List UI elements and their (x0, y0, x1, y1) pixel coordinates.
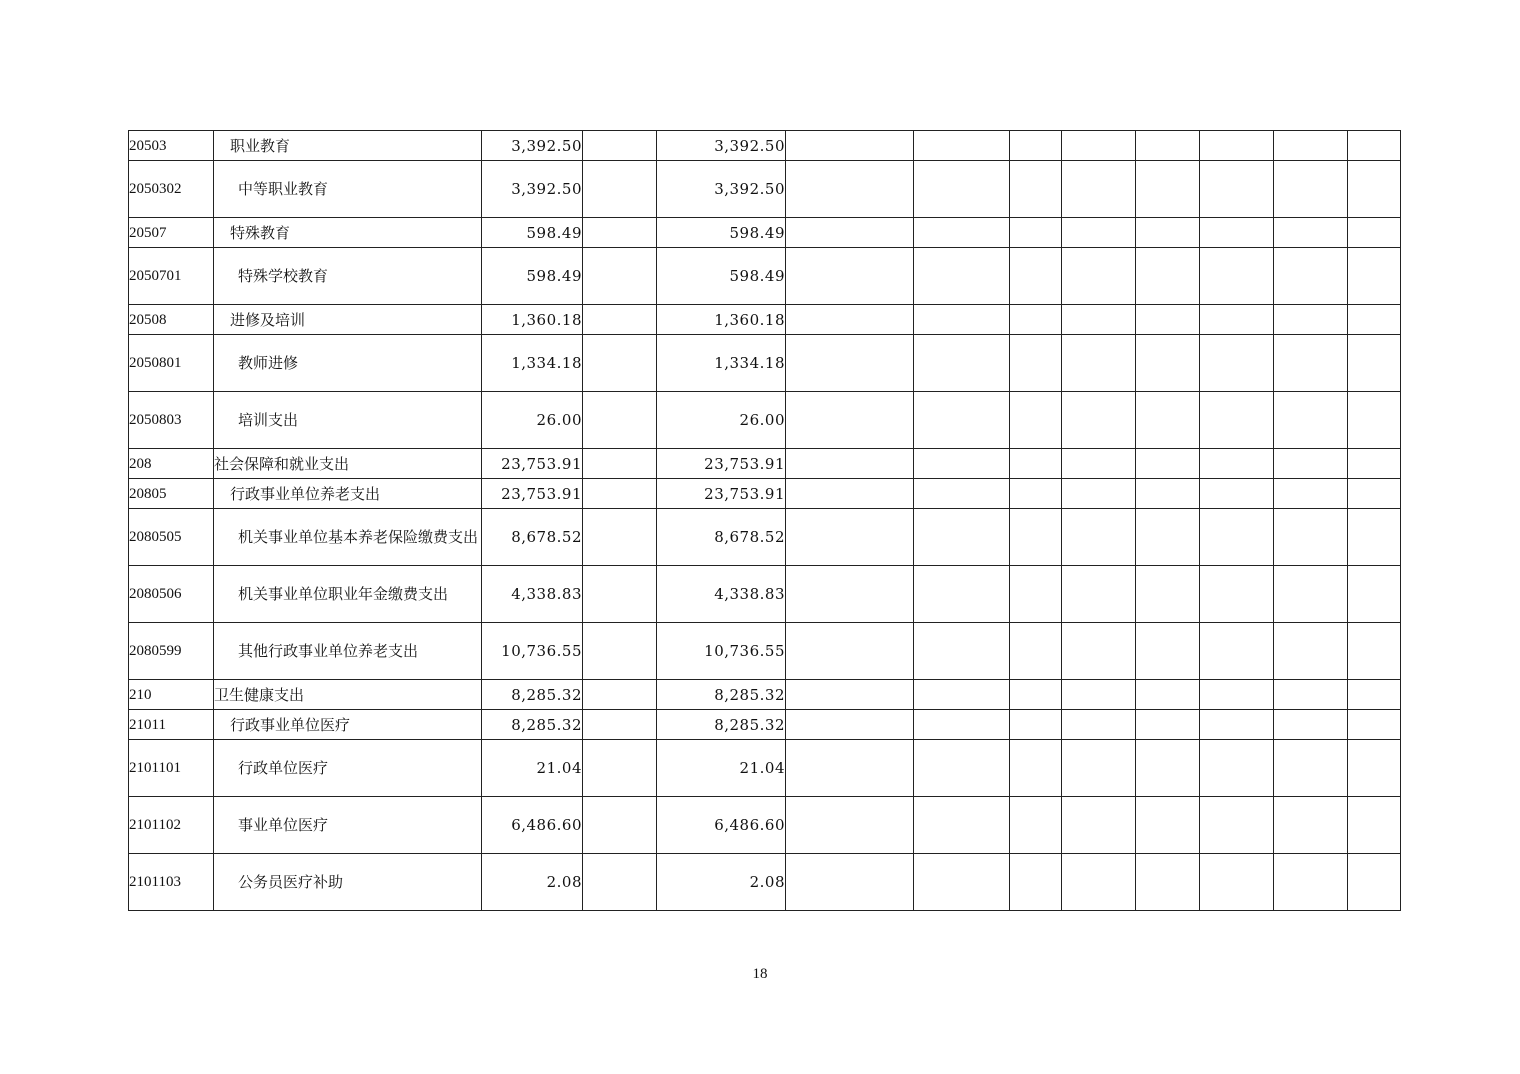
row-empty-cell (1200, 623, 1274, 680)
row-name-text: 行政事业单位医疗 (230, 715, 351, 734)
row-empty-cell (1136, 131, 1200, 161)
row-empty-cell (914, 161, 1010, 218)
row-empty-cell (583, 740, 657, 797)
row-empty-cell (1062, 248, 1136, 305)
row-empty-cell (1274, 131, 1348, 161)
row-total: 4,338.83 (482, 566, 583, 623)
row-empty-cell (1062, 218, 1136, 248)
row-total: 8,285.32 (482, 680, 583, 710)
row-name (214, 509, 482, 566)
row-empty-cell (1348, 449, 1401, 479)
table-row (129, 449, 1401, 479)
row-empty-cell (1010, 740, 1062, 797)
row-name (214, 479, 482, 509)
row-empty-cell (786, 797, 914, 854)
row-empty-cell (914, 392, 1010, 449)
row-amount: 1,334.18 (657, 335, 786, 392)
row-code: 2050801 (129, 335, 214, 392)
row-empty-cell (1010, 449, 1062, 479)
row-empty-cell (914, 566, 1010, 623)
row-total: 21.04 (482, 740, 583, 797)
row-empty-cell (1062, 392, 1136, 449)
row-empty-cell (1200, 305, 1274, 335)
row-empty-cell (1010, 131, 1062, 161)
row-name (214, 680, 482, 710)
row-empty-cell (1010, 623, 1062, 680)
row-empty-cell (914, 218, 1010, 248)
table-row (129, 680, 1401, 710)
row-name-text: 机关事业单位职业年金缴费支出 (238, 585, 449, 603)
row-empty-cell (1274, 509, 1348, 566)
row-empty-cell (1062, 680, 1136, 710)
row-empty-cell (1274, 161, 1348, 218)
row-empty-cell (1274, 479, 1348, 509)
table-row (129, 161, 1401, 218)
row-empty-cell (786, 566, 914, 623)
row-empty-cell (914, 680, 1010, 710)
row-total: 3,392.50 (482, 161, 583, 218)
row-empty-cell (1274, 854, 1348, 911)
row-empty-cell (583, 509, 657, 566)
row-empty-cell (1348, 509, 1401, 566)
row-empty-cell (1136, 710, 1200, 740)
table-row (129, 566, 1401, 623)
row-empty-cell (1274, 305, 1348, 335)
row-amount: 10,736.55 (657, 623, 786, 680)
row-empty-cell (1136, 566, 1200, 623)
row-empty-cell (1010, 248, 1062, 305)
row-empty-cell (1348, 797, 1401, 854)
row-name (214, 131, 482, 161)
row-empty-cell (1274, 740, 1348, 797)
row-total: 6,486.60 (482, 797, 583, 854)
row-empty-cell (1348, 479, 1401, 509)
row-total: 8,678.52 (482, 509, 583, 566)
row-empty-cell (1200, 509, 1274, 566)
row-name-text: 公务员医疗补助 (238, 873, 344, 891)
row-empty-cell (1200, 218, 1274, 248)
row-amount: 23,753.91 (657, 449, 786, 479)
row-amount: 2.08 (657, 854, 786, 911)
row-empty-cell (1062, 449, 1136, 479)
row-empty-cell (583, 680, 657, 710)
row-empty-cell (1136, 449, 1200, 479)
row-name (214, 248, 482, 305)
row-empty-cell (1136, 335, 1200, 392)
row-empty-cell (1010, 854, 1062, 911)
row-amount: 8,678.52 (657, 509, 786, 566)
row-amount: 1,360.18 (657, 305, 786, 335)
row-total: 10,736.55 (482, 623, 583, 680)
row-empty-cell (1200, 797, 1274, 854)
row-empty-cell (1136, 509, 1200, 566)
row-amount: 23,753.91 (657, 479, 786, 509)
row-name-text: 机关事业单位基本养老保险缴费支出 (238, 528, 479, 546)
row-name (214, 161, 482, 218)
row-empty-cell (1274, 218, 1348, 248)
row-empty-cell (583, 710, 657, 740)
row-name (214, 854, 482, 911)
row-empty-cell (1010, 710, 1062, 740)
row-empty-cell (786, 218, 914, 248)
row-code: 20507 (129, 218, 214, 248)
row-code: 210 (129, 680, 214, 710)
row-empty-cell (1062, 623, 1136, 680)
row-empty-cell (1062, 710, 1136, 740)
row-empty-cell (1136, 392, 1200, 449)
row-empty-cell (1200, 335, 1274, 392)
row-total: 598.49 (482, 218, 583, 248)
row-name (214, 740, 482, 797)
row-empty-cell (583, 161, 657, 218)
row-name-text: 事业单位医疗 (238, 816, 329, 834)
row-name (214, 449, 482, 479)
table-row (129, 248, 1401, 305)
row-empty-cell (1010, 305, 1062, 335)
row-empty-cell (1348, 854, 1401, 911)
row-empty-cell (1348, 392, 1401, 449)
row-empty-cell (1274, 680, 1348, 710)
row-total: 26.00 (482, 392, 583, 449)
row-empty-cell (786, 854, 914, 911)
page-number: 18 (752, 966, 768, 982)
row-empty-cell (1136, 248, 1200, 305)
row-amount: 4,338.83 (657, 566, 786, 623)
row-empty-cell (1274, 623, 1348, 680)
row-empty-cell (1062, 161, 1136, 218)
row-code: 20508 (129, 305, 214, 335)
table-body (129, 131, 1401, 911)
row-empty-cell (1136, 305, 1200, 335)
row-empty-cell (1136, 623, 1200, 680)
row-empty-cell (786, 449, 914, 479)
row-empty-cell (1062, 305, 1136, 335)
table-row (129, 797, 1401, 854)
row-code: 2080505 (129, 509, 214, 566)
row-empty-cell (914, 710, 1010, 740)
row-empty-cell (914, 740, 1010, 797)
row-empty-cell (786, 305, 914, 335)
row-empty-cell (1010, 161, 1062, 218)
row-empty-cell (583, 218, 657, 248)
row-empty-cell (1200, 710, 1274, 740)
table-row (129, 710, 1401, 740)
table-row (129, 509, 1401, 566)
row-empty-cell (1010, 509, 1062, 566)
row-name (214, 305, 482, 335)
row-empty-cell (1010, 218, 1062, 248)
row-total: 598.49 (482, 248, 583, 305)
row-empty-cell (1062, 479, 1136, 509)
row-empty-cell (1200, 479, 1274, 509)
row-empty-cell (914, 335, 1010, 392)
row-empty-cell (583, 797, 657, 854)
row-empty-cell (1062, 854, 1136, 911)
row-empty-cell (1348, 305, 1401, 335)
row-empty-cell (1200, 740, 1274, 797)
row-code: 208 (129, 449, 214, 479)
row-empty-cell (1274, 797, 1348, 854)
row-empty-cell (1062, 797, 1136, 854)
row-empty-cell (786, 161, 914, 218)
row-empty-cell (1062, 566, 1136, 623)
row-empty-cell (1200, 566, 1274, 623)
row-name (214, 335, 482, 392)
row-empty-cell (1136, 161, 1200, 218)
row-empty-cell (583, 854, 657, 911)
row-amount: 26.00 (657, 392, 786, 449)
row-empty-cell (1200, 248, 1274, 305)
row-empty-cell (583, 248, 657, 305)
row-empty-cell (1348, 566, 1401, 623)
row-empty-cell (1062, 131, 1136, 161)
row-amount: 8,285.32 (657, 710, 786, 740)
table-row (129, 392, 1401, 449)
row-empty-cell (1348, 740, 1401, 797)
row-amount: 8,285.32 (657, 680, 786, 710)
row-name-text: 卫生健康支出 (214, 685, 305, 704)
row-name (214, 392, 482, 449)
row-empty-cell (583, 449, 657, 479)
row-empty-cell (583, 392, 657, 449)
row-empty-cell (786, 710, 914, 740)
row-total: 1,360.18 (482, 305, 583, 335)
row-empty-cell (1274, 248, 1348, 305)
row-code: 2050803 (129, 392, 214, 449)
row-name-text: 其他行政事业单位养老支出 (238, 642, 419, 660)
row-empty-cell (786, 623, 914, 680)
row-empty-cell (1010, 797, 1062, 854)
row-empty-cell (786, 248, 914, 305)
row-code: 2101103 (129, 854, 214, 911)
row-total: 23,753.91 (482, 479, 583, 509)
row-amount: 3,392.50 (657, 161, 786, 218)
row-empty-cell (1274, 392, 1348, 449)
row-empty-cell (914, 623, 1010, 680)
row-name-text: 社会保障和就业支出 (214, 454, 350, 473)
table-row (129, 335, 1401, 392)
row-empty-cell (1010, 335, 1062, 392)
row-empty-cell (1274, 449, 1348, 479)
row-empty-cell (1010, 566, 1062, 623)
row-empty-cell (1136, 797, 1200, 854)
row-empty-cell (583, 623, 657, 680)
row-code: 2101101 (129, 740, 214, 797)
row-empty-cell (1348, 218, 1401, 248)
row-name (214, 566, 482, 623)
row-empty-cell (583, 566, 657, 623)
row-empty-cell (1200, 392, 1274, 449)
row-empty-cell (914, 248, 1010, 305)
row-name (214, 797, 482, 854)
table-row (129, 479, 1401, 509)
row-total: 1,334.18 (482, 335, 583, 392)
row-amount: 3,392.50 (657, 131, 786, 161)
row-empty-cell (1062, 509, 1136, 566)
row-empty-cell (583, 479, 657, 509)
row-empty-cell (1348, 335, 1401, 392)
row-name-text: 特殊教育 (230, 223, 291, 242)
row-empty-cell (1200, 161, 1274, 218)
row-name-text: 行政事业单位养老支出 (230, 484, 381, 503)
row-code: 2080599 (129, 623, 214, 680)
row-amount: 21.04 (657, 740, 786, 797)
row-empty-cell (786, 392, 914, 449)
table-row (129, 131, 1401, 161)
row-name-text: 教师进修 (238, 354, 299, 372)
row-empty-cell (1348, 248, 1401, 305)
row-code: 2050302 (129, 161, 214, 218)
row-empty-cell (583, 131, 657, 161)
row-code: 21011 (129, 710, 214, 740)
table-row (129, 623, 1401, 680)
row-empty-cell (786, 680, 914, 710)
row-empty-cell (1348, 131, 1401, 161)
row-empty-cell (1136, 479, 1200, 509)
row-code: 2101102 (129, 797, 214, 854)
table-row (129, 218, 1401, 248)
row-empty-cell (786, 131, 914, 161)
row-empty-cell (1062, 335, 1136, 392)
row-code: 20503 (129, 131, 214, 161)
row-name-text: 职业教育 (230, 136, 291, 155)
row-empty-cell (1348, 710, 1401, 740)
row-empty-cell (1274, 335, 1348, 392)
row-empty-cell (583, 335, 657, 392)
row-empty-cell (1274, 710, 1348, 740)
row-empty-cell (1348, 161, 1401, 218)
row-empty-cell (1200, 449, 1274, 479)
row-total: 23,753.91 (482, 449, 583, 479)
row-empty-cell (1348, 623, 1401, 680)
row-empty-cell (914, 509, 1010, 566)
row-empty-cell (1200, 680, 1274, 710)
row-empty-cell (1062, 740, 1136, 797)
row-total: 8,285.32 (482, 710, 583, 740)
row-empty-cell (1348, 680, 1401, 710)
row-total: 3,392.50 (482, 131, 583, 161)
row-empty-cell (914, 305, 1010, 335)
row-empty-cell (914, 449, 1010, 479)
budget-expenditure-table (128, 130, 1401, 911)
table-row (129, 305, 1401, 335)
row-code: 2080506 (129, 566, 214, 623)
row-empty-cell (1200, 854, 1274, 911)
row-name-text: 中等职业教育 (238, 180, 329, 198)
row-empty-cell (1010, 479, 1062, 509)
table-row (129, 854, 1401, 911)
row-empty-cell (914, 131, 1010, 161)
row-name (214, 218, 482, 248)
row-empty-cell (786, 509, 914, 566)
row-empty-cell (786, 335, 914, 392)
row-name (214, 710, 482, 740)
row-code: 20805 (129, 479, 214, 509)
row-empty-cell (914, 797, 1010, 854)
row-code: 2050701 (129, 248, 214, 305)
row-empty-cell (1200, 131, 1274, 161)
row-name-text: 特殊学校教育 (238, 267, 329, 285)
row-name-text: 进修及培训 (230, 310, 306, 329)
row-amount: 6,486.60 (657, 797, 786, 854)
row-name-text: 行政单位医疗 (238, 759, 329, 777)
row-empty-cell (583, 305, 657, 335)
row-empty-cell (1010, 392, 1062, 449)
row-empty-cell (1010, 680, 1062, 710)
row-empty-cell (1136, 854, 1200, 911)
row-empty-cell (786, 740, 914, 797)
row-amount: 598.49 (657, 218, 786, 248)
row-name-text: 培训支出 (238, 411, 299, 429)
row-empty-cell (1274, 566, 1348, 623)
row-amount: 598.49 (657, 248, 786, 305)
row-empty-cell (914, 479, 1010, 509)
table-row (129, 740, 1401, 797)
row-empty-cell (1136, 740, 1200, 797)
row-empty-cell (786, 479, 914, 509)
row-empty-cell (914, 854, 1010, 911)
row-name (214, 623, 482, 680)
row-empty-cell (1136, 218, 1200, 248)
row-total: 2.08 (482, 854, 583, 911)
row-empty-cell (1136, 680, 1200, 710)
